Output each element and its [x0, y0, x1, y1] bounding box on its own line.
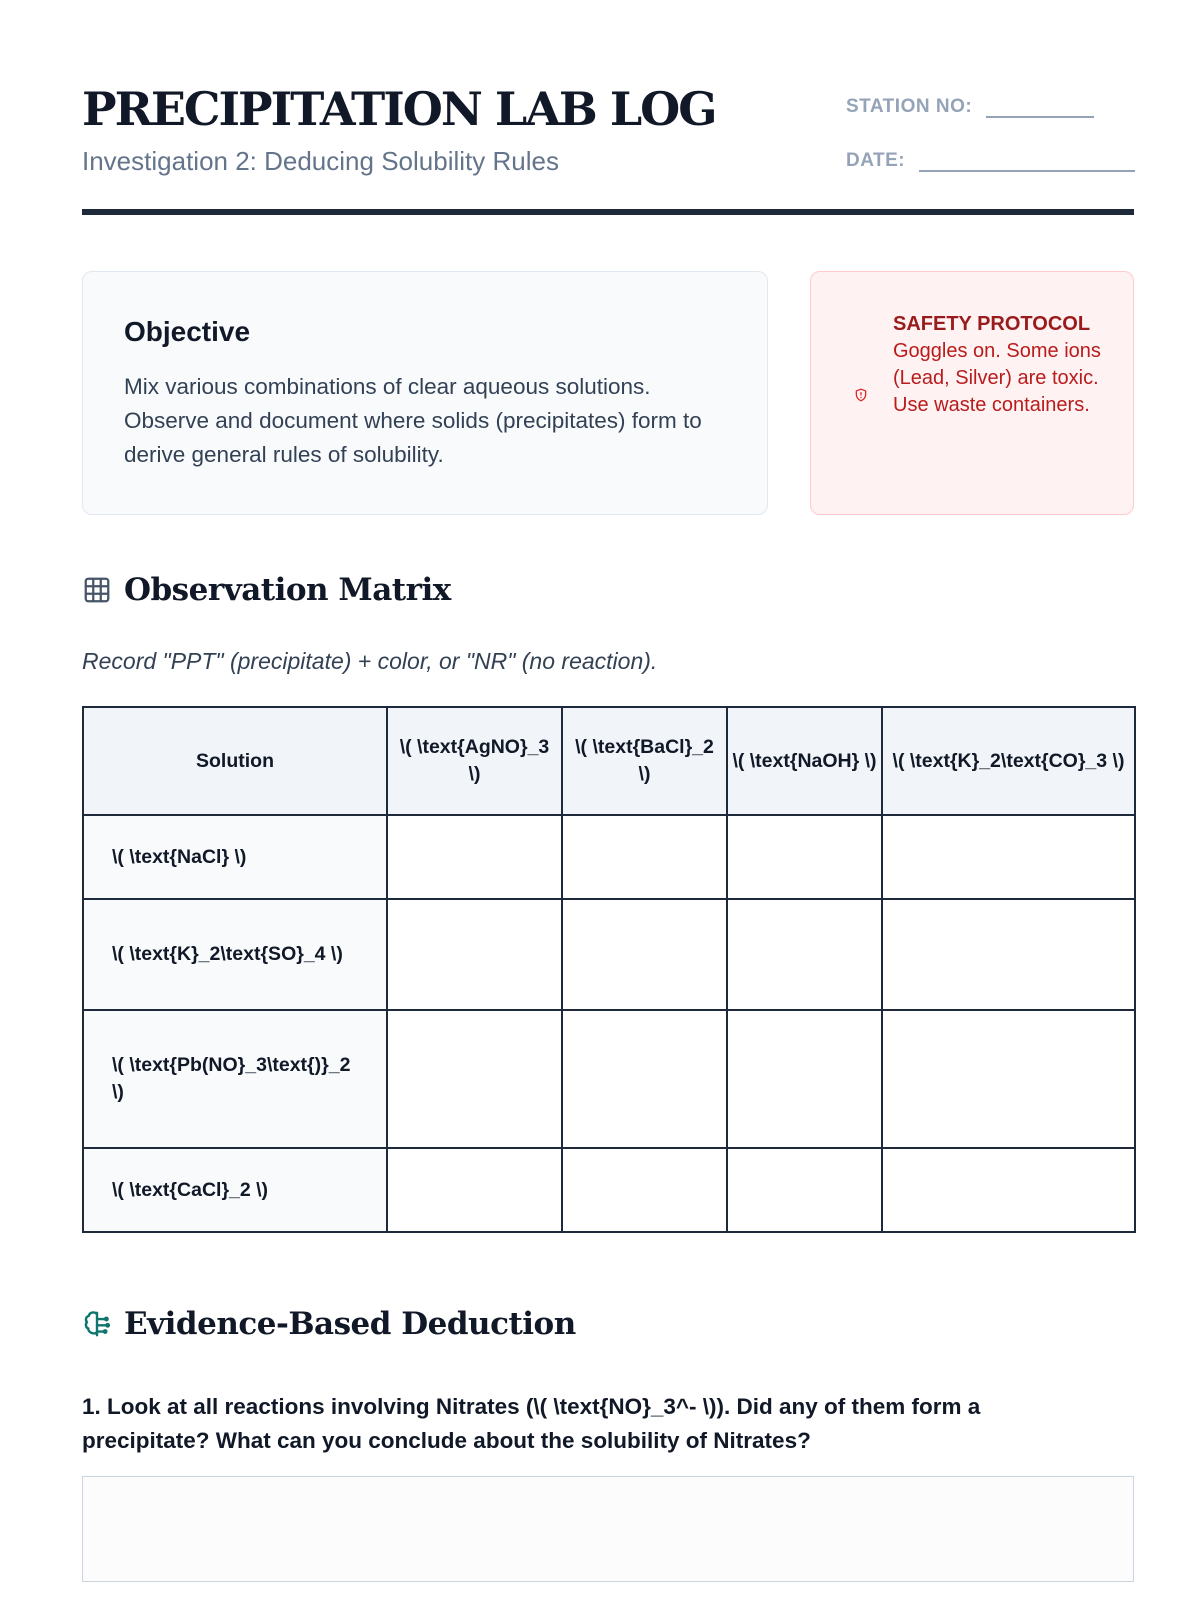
- station-label: STATION NO:: [846, 96, 973, 117]
- matrix-heading: Observation Matrix: [124, 572, 451, 608]
- question-1: 1. Look at all reactions involving Nitrates (\( \text{NO}_3^- \)). Did any of them form a precipitate? What can you conclude about the solubility of Nitrates?: [82, 1394, 981, 1453]
- row-header-pbno32: \( \text{Pb(NO}_3\text{)}_2 \): [83, 1010, 387, 1148]
- column-header-solution: Solution: [83, 707, 387, 815]
- page-subtitle: Investigation 2: Deducing Solubility Rules: [82, 146, 559, 176]
- shield-alert-icon: [854, 388, 868, 402]
- row-header-cacl2: \( \text{CaCl}_2 \): [83, 1148, 387, 1232]
- observation-cell[interactable]: [562, 815, 727, 899]
- observation-cell[interactable]: [727, 899, 882, 1010]
- observation-cell[interactable]: [882, 1148, 1135, 1232]
- page-header: [82, 78, 1134, 218]
- observation-table: [82, 706, 1136, 1233]
- table-row: [83, 899, 1135, 1010]
- safety-card: [810, 271, 1134, 515]
- observation-cell[interactable]: [727, 815, 882, 899]
- observation-cell[interactable]: [727, 1010, 882, 1148]
- date-label: DATE:: [846, 150, 906, 171]
- table-row: [83, 815, 1135, 899]
- observation-cell[interactable]: [387, 1148, 562, 1232]
- observation-cell[interactable]: [387, 815, 562, 899]
- observation-cell[interactable]: [882, 1010, 1135, 1148]
- observation-cell[interactable]: [727, 1148, 882, 1232]
- deduction-section-header: [82, 1306, 576, 1342]
- objective-card: [82, 271, 768, 515]
- safety-text: Goggles on. Some ions (Lead, Silver) are toxic. Use waste containers.: [893, 340, 1101, 416]
- matrix-instruction: Record "PPT" (precipitate) + color, or "NR" (no reaction).: [82, 648, 658, 674]
- safety-title: SAFETY PROTOCOL: [893, 313, 1091, 335]
- row-header-nacl: \( \text{NaCl} \): [83, 815, 387, 899]
- date-input-line[interactable]: [919, 146, 1135, 172]
- page-title: PRECIPITATION LAB LOG: [82, 82, 716, 136]
- station-input-line[interactable]: [986, 92, 1094, 118]
- observation-cell[interactable]: [882, 899, 1135, 1010]
- station-field: [846, 92, 1094, 118]
- deduction-heading: Evidence-Based Deduction: [124, 1306, 576, 1342]
- table-row: [83, 1148, 1135, 1232]
- observation-cell[interactable]: [562, 1148, 727, 1232]
- table-header-row: [83, 707, 1135, 815]
- observation-cell[interactable]: [882, 815, 1135, 899]
- answer-box-1[interactable]: [82, 1476, 1134, 1582]
- observation-cell[interactable]: [562, 1010, 727, 1148]
- observation-cell[interactable]: [387, 899, 562, 1010]
- safety-content: [893, 311, 1103, 419]
- column-header-bacl2: \( \text{BaCl}_2 \): [562, 707, 727, 815]
- header-divider: [82, 209, 1134, 215]
- grid-icon: [82, 575, 112, 605]
- table-row: [83, 1010, 1135, 1148]
- objective-heading: Objective: [124, 316, 251, 347]
- observation-cell[interactable]: [387, 1010, 562, 1148]
- date-field: [846, 146, 1135, 172]
- column-header-agno3: \( \text{AgNO}_3 \): [387, 707, 562, 815]
- column-header-naoh: \( \text{NaOH} \): [727, 707, 882, 815]
- observation-cell[interactable]: [562, 899, 727, 1010]
- matrix-section-header: [82, 572, 451, 608]
- column-header-k2co3: \( \text{K}_2\text{CO}_3 \): [882, 707, 1135, 815]
- row-header-k2so4: \( \text{K}_2\text{SO}_4 \): [83, 899, 387, 1010]
- brain-icon: [82, 1308, 112, 1340]
- objective-text: Mix various combinations of clear aqueous solutions. Observe and document where solids (precipitates) form to derive general rules of solubility.: [124, 374, 702, 467]
